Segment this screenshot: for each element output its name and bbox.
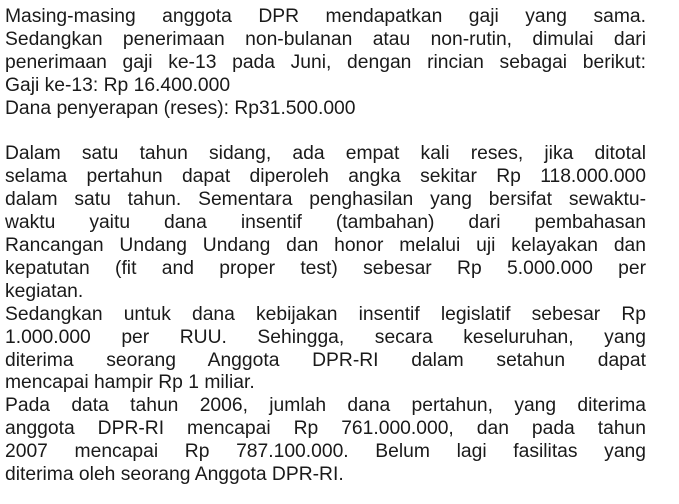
text-line: penerimaan gaji ke-13 pada Juni, dengan rincian sebagai berikut: xyxy=(5,51,646,73)
text-line: Masing-masing anggota DPR mendapatkan gaji yang sama. xyxy=(5,6,646,27)
text-line: selama pertahun dapat diperoleh angka sekitar Rp 118.000.000 xyxy=(5,166,646,188)
text-line: waktu yaitu dana insentif (tambahan) dari pembahasan xyxy=(5,212,646,234)
text-line: Sedangkan penerimaan non-bulanan atau non-rutin, dimulai dari xyxy=(5,28,646,50)
text-line: kegiatan. xyxy=(5,280,84,302)
text-line: anggota DPR-RI mencapai Rp 761.000.000, dan pada tahun xyxy=(5,418,646,440)
text-line: Sedangkan untuk dana kebijakan insentif legislatif sebesar Rp xyxy=(5,303,646,325)
text-line: kepatutan (fit and proper test) sebesar Rp 5.000.000 per xyxy=(5,257,646,279)
paragraph-gap xyxy=(5,121,646,144)
text-line: Dalam satu tahun sidang, ada empat kali reses, jika ditotal xyxy=(5,143,646,165)
paragraph-salary-intro xyxy=(5,6,646,121)
paragraph-legislative-incentive xyxy=(5,304,646,396)
article-text xyxy=(5,6,646,487)
text-line: dalam satu tahun. Sementara penghasilan yang bersifat sewaktu- xyxy=(5,189,646,211)
text-line: Rancangan Undang Undang dan honor melalui uji kelayakan dan xyxy=(5,235,646,257)
paragraph-reses xyxy=(5,143,646,303)
text-line: 1.000.000 per RUU. Sehingga, secara keseluruhan, yang xyxy=(5,326,646,348)
paragraph-yearly-data xyxy=(5,395,646,487)
text-line: diterima oleh seorang Anggota DPR-RI. xyxy=(5,464,344,486)
salary-item-13th: Gaji ke-13: Rp 16.400.000 xyxy=(5,74,231,96)
text-line: Pada data tahun 2006, jumlah dana pertahun, yang diterima xyxy=(5,395,646,417)
text-line: 2007 mencapai Rp 787.100.000. Belum lagi fasilitas yang xyxy=(5,441,646,463)
salary-item-reses: Dana penyerapan (reses): Rp31.500.000 xyxy=(5,97,356,119)
text-line: mencapai hampir Rp 1 miliar. xyxy=(5,372,255,394)
text-line: diterima seorang Anggota DPR-RI dalam setahun dapat xyxy=(5,349,646,371)
